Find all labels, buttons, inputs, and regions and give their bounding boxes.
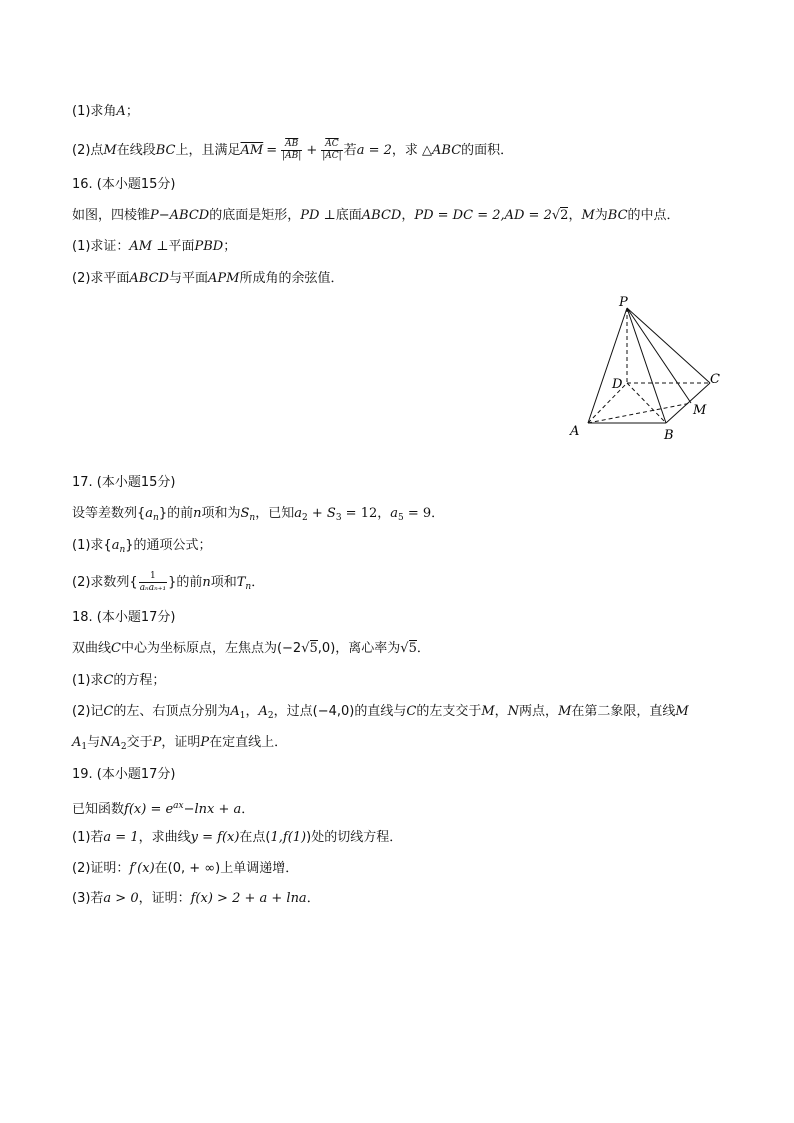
q19-text: ，求曲线 xyxy=(138,830,191,845)
q15-part1-suffix: ； xyxy=(125,104,139,119)
q18-sqrt-arg: 5 xyxy=(408,641,417,656)
pyramid-figure xyxy=(560,290,760,450)
q15-part1 xyxy=(72,103,139,121)
q18-header: 18. (本小题17分) xyxy=(72,610,176,625)
q18-c: C xyxy=(103,704,114,719)
q15-part1-var: A xyxy=(116,104,126,119)
q19-part3-prefix: (3)若 xyxy=(72,891,104,906)
q17-sub: n xyxy=(245,582,252,592)
q18-stem xyxy=(72,640,430,658)
q16-abcd: ABCD xyxy=(361,208,402,223)
q18-text: ， xyxy=(494,704,508,719)
q17-text: = 9． xyxy=(403,506,445,521)
q19-text: ，证明： xyxy=(138,891,191,906)
q17-sub: 3 xyxy=(335,513,342,523)
q17-text: }的前 xyxy=(168,575,203,590)
q18-p: P xyxy=(152,735,162,750)
q17-text: ，已知 xyxy=(255,506,295,521)
q16-part2-prefix: (2)求平面 xyxy=(72,271,130,286)
q16-perp: ⊥ xyxy=(319,208,336,223)
q18-text: ，过点(−4,0)的直线与 xyxy=(273,704,407,719)
q18-c: C xyxy=(103,673,114,688)
q16-part2 xyxy=(72,270,343,288)
q17-s: S xyxy=(326,506,336,521)
label-b: B xyxy=(664,428,674,443)
q18-c: C xyxy=(111,641,121,656)
q18-part1 xyxy=(72,672,165,690)
q18-na: NA xyxy=(100,735,121,750)
q19-text: 在点( xyxy=(239,830,271,845)
q16-text: 与平面 xyxy=(168,271,208,286)
q15-frac-num: $\overline{AC}$ xyxy=(321,139,342,151)
q17-part2 xyxy=(72,571,264,596)
q18-sub: 2 xyxy=(267,711,274,721)
q18-n: N xyxy=(507,704,520,719)
q15-fraction-ab xyxy=(281,139,302,162)
q19-eq: = e xyxy=(146,802,174,817)
q17-fraction xyxy=(139,571,167,594)
q19-expr: −lnx + a xyxy=(183,802,242,817)
q19-text: 已知函数 xyxy=(72,802,125,817)
q15-eq: = xyxy=(266,143,278,158)
q18-c: C xyxy=(406,704,417,719)
q18-sub: 1 xyxy=(81,742,88,752)
q18-a: A xyxy=(72,735,82,750)
label-c: C xyxy=(710,372,720,387)
q15-frac-den: |AC| xyxy=(322,151,342,161)
q16-bc: BC xyxy=(607,208,628,223)
q18-text: 与 xyxy=(87,735,101,750)
q18-text: 的左支交于 xyxy=(416,704,482,719)
q15-part1-prefix: (1)求角 xyxy=(72,104,117,119)
q17-n: n xyxy=(193,506,202,521)
q17-text: 项和 xyxy=(210,575,237,590)
q17-text: = 12， xyxy=(341,506,391,521)
q18-sqrt-arg: 5 xyxy=(309,641,318,656)
edge-am xyxy=(588,403,691,423)
q19-part1 xyxy=(72,829,402,847)
edge-db xyxy=(627,383,666,423)
q17-sub: n xyxy=(153,513,159,523)
q19-text: ． xyxy=(241,802,255,817)
q16-sqrt-arg: 2 xyxy=(560,208,569,223)
q19-a-gt: a > 0 xyxy=(103,891,139,906)
q19-stem xyxy=(72,797,254,819)
q19-fx: f(x) xyxy=(124,802,147,817)
q17-plus: + xyxy=(307,506,327,521)
q17-t: T xyxy=(236,575,246,590)
q19-text: )处的切线方程． xyxy=(306,830,403,845)
q15-bc: BC xyxy=(155,143,176,158)
q17-frac-num: 1 xyxy=(139,571,167,583)
q18-part2-cont xyxy=(72,734,287,756)
q16-text: ， xyxy=(568,208,582,223)
label-a: A xyxy=(570,424,580,439)
q19-part3 xyxy=(72,890,320,908)
q16-text: 如图，四棱锥 xyxy=(72,208,151,223)
q15-m: M xyxy=(103,143,117,158)
q18-text: 在第二象限，直线 xyxy=(571,704,676,719)
q18-sub: 1 xyxy=(239,711,246,721)
q15-part2-prefix: (2)点 xyxy=(72,143,104,158)
q17-a: a xyxy=(294,506,302,521)
q18-a: A xyxy=(230,704,240,719)
q18-a: A xyxy=(258,704,268,719)
q16-header: 16. (本小题15分) xyxy=(72,177,176,192)
q18-text: 交于 xyxy=(126,735,153,750)
edge-pm xyxy=(627,308,691,403)
q15-text: ，求 △ xyxy=(391,143,433,158)
q16-stem xyxy=(72,207,680,225)
q17-s: S xyxy=(240,506,250,521)
q16-am: AM xyxy=(129,239,153,254)
q17-frac-den: aₙaₙ₊₁ xyxy=(139,583,167,593)
q15-frac-num: $\overline{AB}$ xyxy=(281,139,302,151)
q16-text: 所成角的余弦值． xyxy=(239,271,344,286)
q16-pbd: PBD xyxy=(194,239,224,254)
q15-fraction-ac xyxy=(321,139,342,162)
q18-m: M xyxy=(481,704,495,719)
q17-text: ． xyxy=(251,575,265,590)
q17-sub: 2 xyxy=(302,513,308,523)
q19-a-eq: a = 1 xyxy=(103,830,139,845)
q16-text: 为 xyxy=(594,208,608,223)
q18-text: 的左、右顶点分别为 xyxy=(113,704,231,719)
q17-sub: n xyxy=(249,513,256,523)
q18-part2-prefix: (2)记 xyxy=(72,704,104,719)
q17-part2-prefix: (2)求数列{ xyxy=(72,575,138,590)
q18-m: M xyxy=(675,704,689,719)
q17-sub: 5 xyxy=(398,513,404,523)
q18-text: 在定直线上． xyxy=(209,735,288,750)
q16-part1-prefix: (1)求证： xyxy=(72,239,130,254)
q16-text: ； xyxy=(223,239,237,254)
q16-abcd: ABCD xyxy=(129,271,169,286)
q19-point: 1,f(1) xyxy=(270,830,307,845)
q15-a-eq: a = 2 xyxy=(356,143,392,158)
q16-pabcd: P−ABCD xyxy=(150,208,210,223)
q19-text: ． xyxy=(306,891,320,906)
q17-text: }的前 xyxy=(158,506,194,521)
q16-equalities: PD = DC = 2,AD = 2 xyxy=(414,208,552,223)
q18-sqrt: √5 xyxy=(301,641,318,656)
q15-abc: ABC xyxy=(432,143,462,158)
q17-sub: n xyxy=(119,545,126,555)
q18-text: ,0)，离心率为 xyxy=(317,641,401,656)
q19-part1-prefix: (1)若 xyxy=(72,830,104,845)
q18-part1-prefix: (1)求 xyxy=(72,673,104,688)
label-d: D xyxy=(612,377,623,392)
q19-exponent: ax xyxy=(173,801,184,811)
q16-text: 的底面是矩形， xyxy=(209,208,301,223)
q15-plus: + xyxy=(306,143,318,158)
q16-text: 的中点． xyxy=(627,208,680,223)
q17-part1-prefix: (1)求{ xyxy=(72,538,112,553)
q18-sqrt: √5 xyxy=(400,641,417,656)
q16-pd: PD xyxy=(300,208,320,223)
q15-vector-am: $\overline{AM}$ xyxy=(240,143,264,158)
q19-part2-prefix: (2)证明： xyxy=(72,861,130,876)
q15-text: 若 xyxy=(343,143,357,158)
q19-curve: y = f(x) xyxy=(190,830,240,845)
q17-text: }的通项公式； xyxy=(125,538,212,553)
q17-stem xyxy=(72,505,444,527)
q18-text: 两点， xyxy=(519,704,559,719)
q15-frac-den: |AB| xyxy=(282,151,302,161)
q18-text: ， xyxy=(245,704,259,719)
q16-text: 平面 xyxy=(168,239,195,254)
edge-pa xyxy=(588,308,627,423)
q17-text: 项和为 xyxy=(201,506,241,521)
q17-header: 17. (本小题15分) xyxy=(72,475,176,490)
q18-sub: 2 xyxy=(120,742,127,752)
q17-a: a xyxy=(390,506,399,521)
q16-perp: ⊥ xyxy=(152,239,169,254)
q19-derivative: f′(x) xyxy=(129,861,155,876)
q17-n: n xyxy=(202,575,211,590)
q15-text: 的面积． xyxy=(461,143,514,158)
label-p: P xyxy=(619,295,628,310)
q18-text: ． xyxy=(416,641,430,656)
q18-part2 xyxy=(72,703,689,725)
q18-p: P xyxy=(200,735,210,750)
q15-text: 在线段 xyxy=(116,143,156,158)
q16-text: ， xyxy=(401,208,415,223)
q18-text: 中心为坐标原点，左焦点为(−2 xyxy=(120,641,302,656)
q15-text: 上，且满足 xyxy=(175,143,241,158)
q17-a: a xyxy=(145,506,154,521)
q19-header: 19. (本小题17分) xyxy=(72,767,176,782)
q19-inequality: f(x) > 2 + a + lna xyxy=(190,891,307,906)
q16-apm: APM xyxy=(208,271,240,286)
q16-sqrt: √2 xyxy=(551,208,569,223)
q19-text: 在(0, + ∞)上单调递增． xyxy=(154,861,299,876)
q17-a: a xyxy=(111,538,120,553)
q17-part1 xyxy=(72,537,212,559)
label-m: M xyxy=(693,403,707,418)
q18-text: ，证明 xyxy=(161,735,201,750)
q16-m: M xyxy=(581,208,595,223)
q18-text: 的方程； xyxy=(113,673,166,688)
q19-part2 xyxy=(72,860,298,878)
q18-text: 双曲线 xyxy=(72,641,112,656)
q15-part2 xyxy=(72,139,513,162)
q16-part1 xyxy=(72,238,236,256)
q16-text: 底面 xyxy=(335,208,362,223)
q17-text: 设等差数列{ xyxy=(72,506,146,521)
q18-m: M xyxy=(558,704,572,719)
